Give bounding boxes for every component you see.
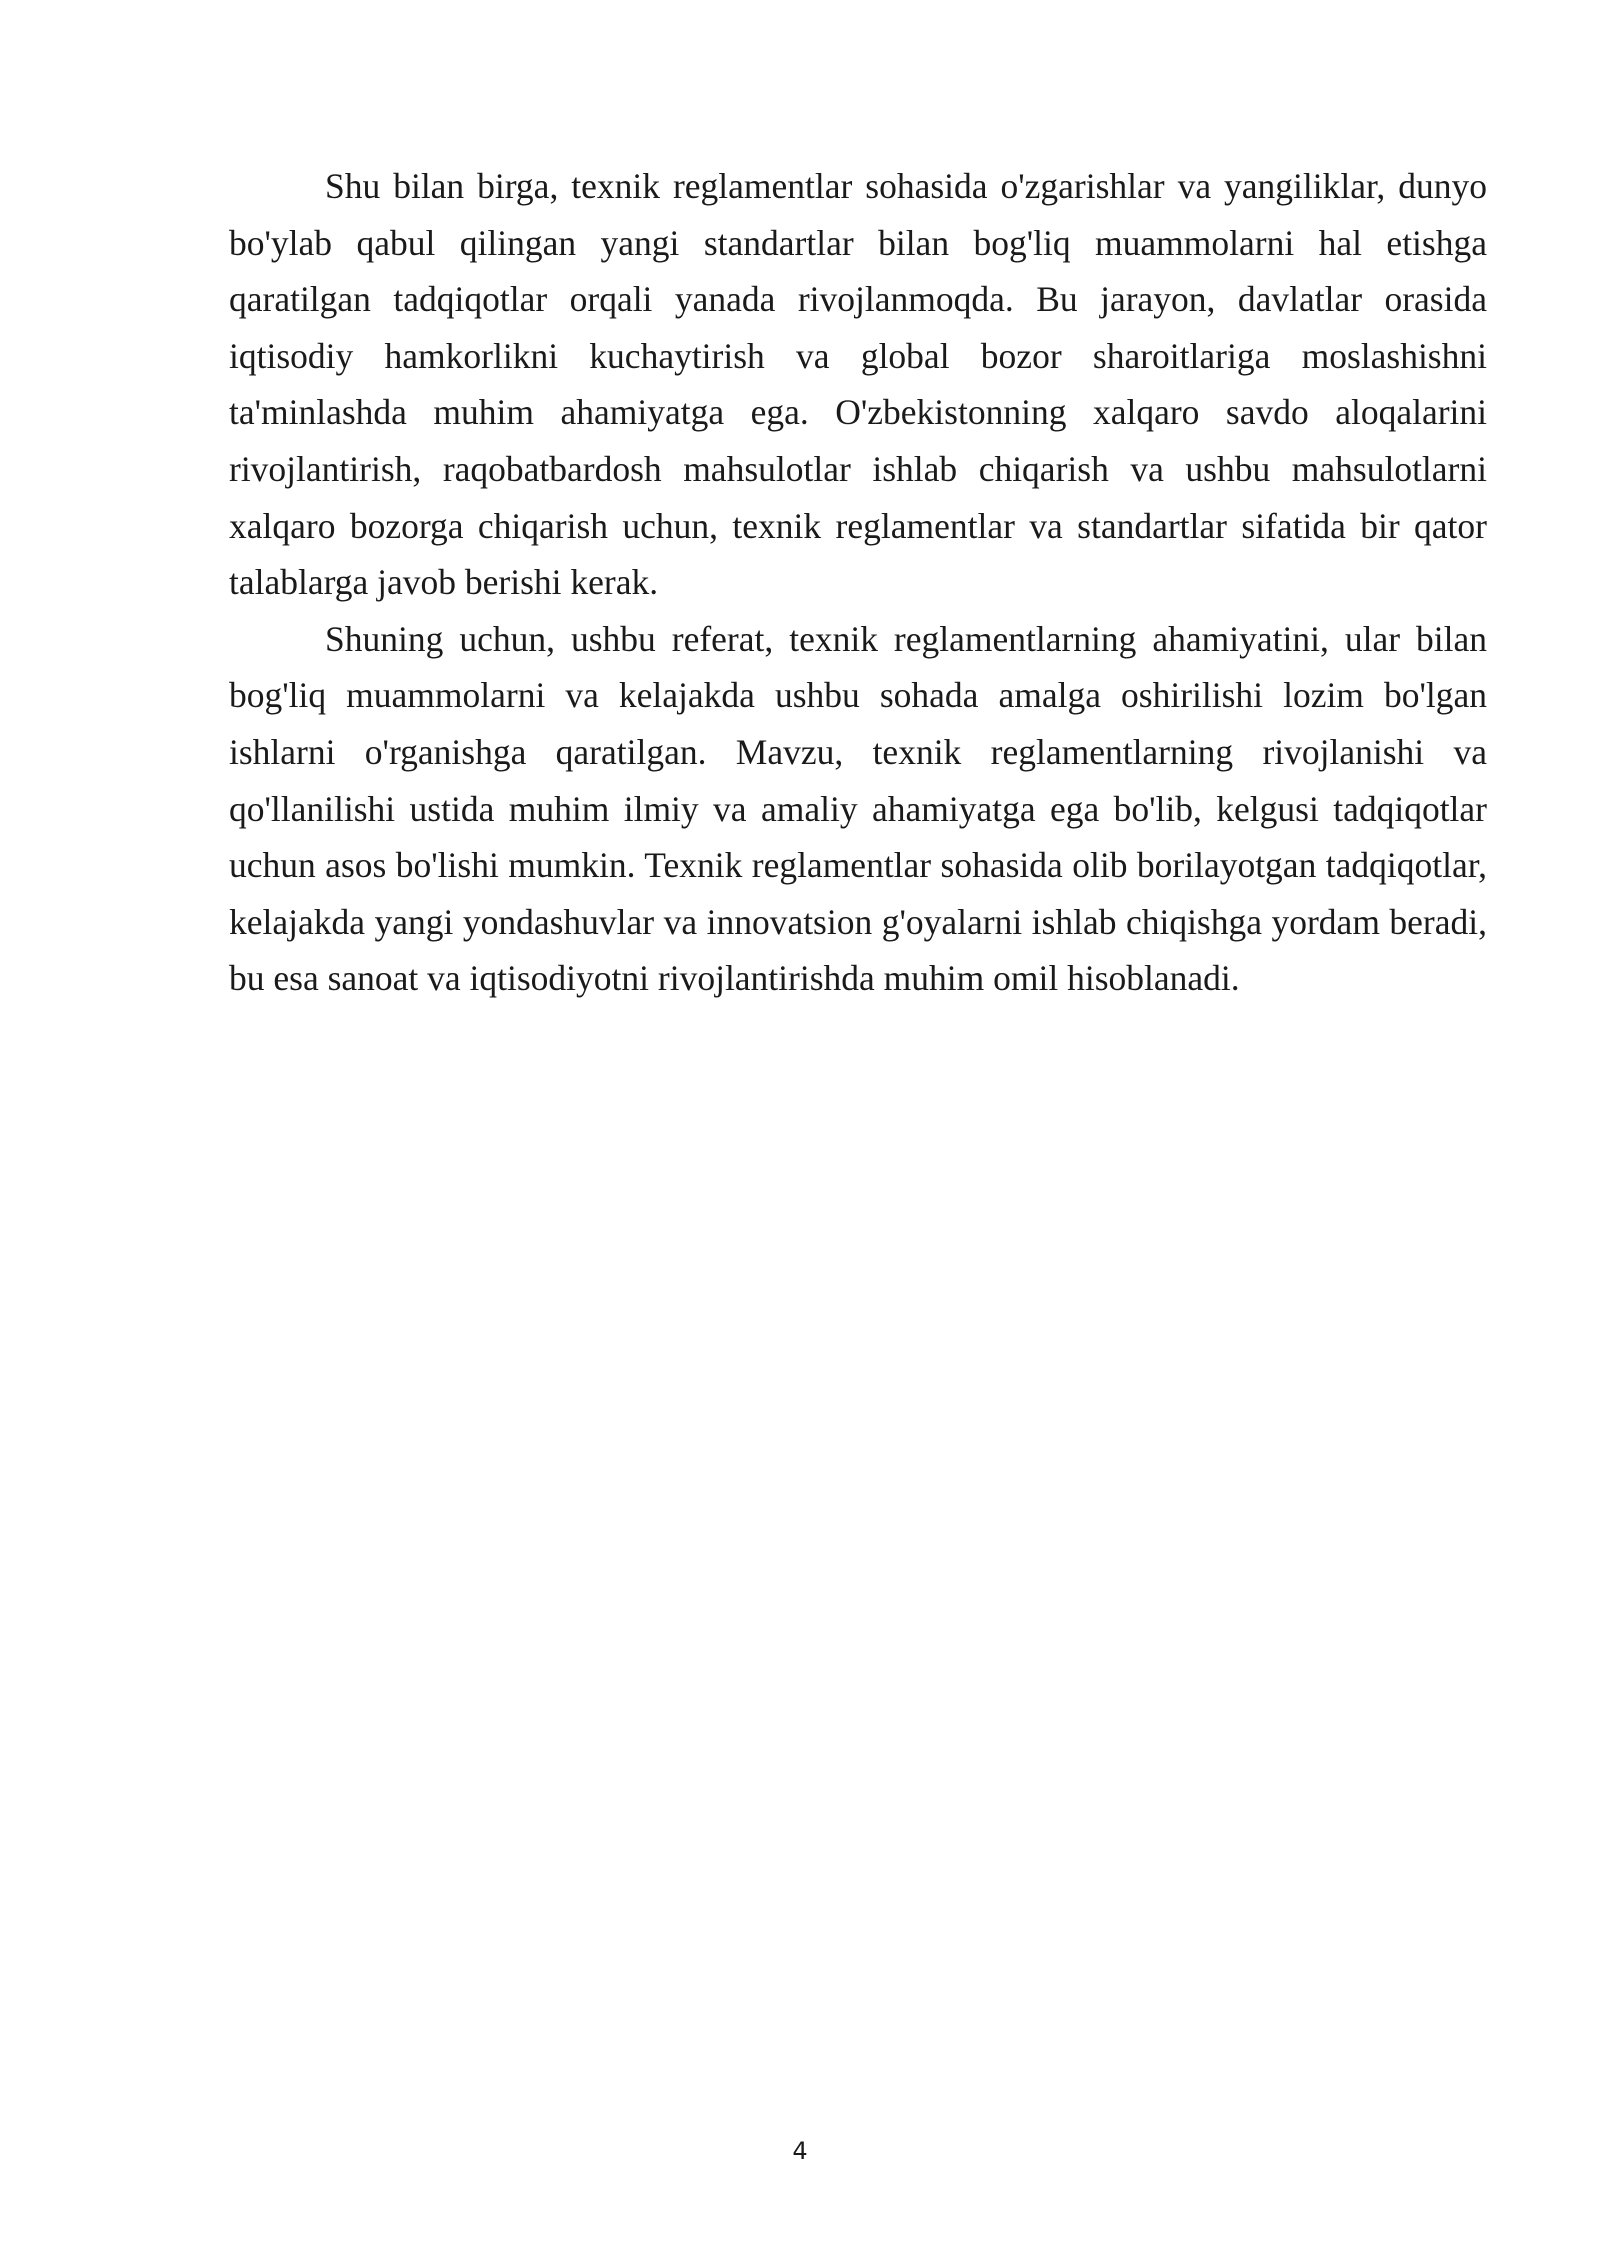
- paragraph-2: Shuning uchun, ushbu referat, texnik reglamentlarning ahamiyatini, ular bilan bog'liq muammolarni va kelajakda ushbu sohada amalga oshirilishi lozim bo'lgan ishlarni o'rganishga qaratilgan. Mavzu, texnik reglamentlarning rivojlanishi va qo'llanilishi ustida muhim ilmiy va amaliy ahamiyatga ega bo'lib, kelgusi tadqiqotlar uchun asos bo'lishi mumkin. Texnik reglamentlar sohasida olib borilayotgan tadqiqotlar, kelajakda yangi yondashuvlar va innovatsion g'oyalarni ishlab chiqishga yordam beradi, bu esa sanoat va iqtisodiyotni rivojlantirishda muhim omil hisoblanadi.: [229, 618, 1487, 999]
- paragraph-1: Shu bilan birga, texnik reglamentlar sohasida o'zgarishlar va yangiliklar, dunyo bo'ylab qabul qilingan yangi standartlar bilan bog'liq muammolarni hal etishga qaratilgan tadqiqotlar orqali yanada rivojlanmoqda. Bu jarayon, davlatlar orasida iqtisodiy hamkorlikni kuchaytirish va global bozor sharoitlariga moslashishni ta'minlashda muhim ahamiyatga ega. O'zbekistonning xalqaro savdo aloqalarini rivojlantirish, raqobatbardosh mahsulotlar ishlab chiqarish va ushbu mahsulotlarni xalqaro bozorga chiqarish uchun, texnik reglamentlar va standartlar sifatida bir qator talablarga javob berishi kerak.: [229, 166, 1487, 603]
- page-number: 4: [792, 2137, 808, 2165]
- document-body: [229, 158, 1487, 1007]
